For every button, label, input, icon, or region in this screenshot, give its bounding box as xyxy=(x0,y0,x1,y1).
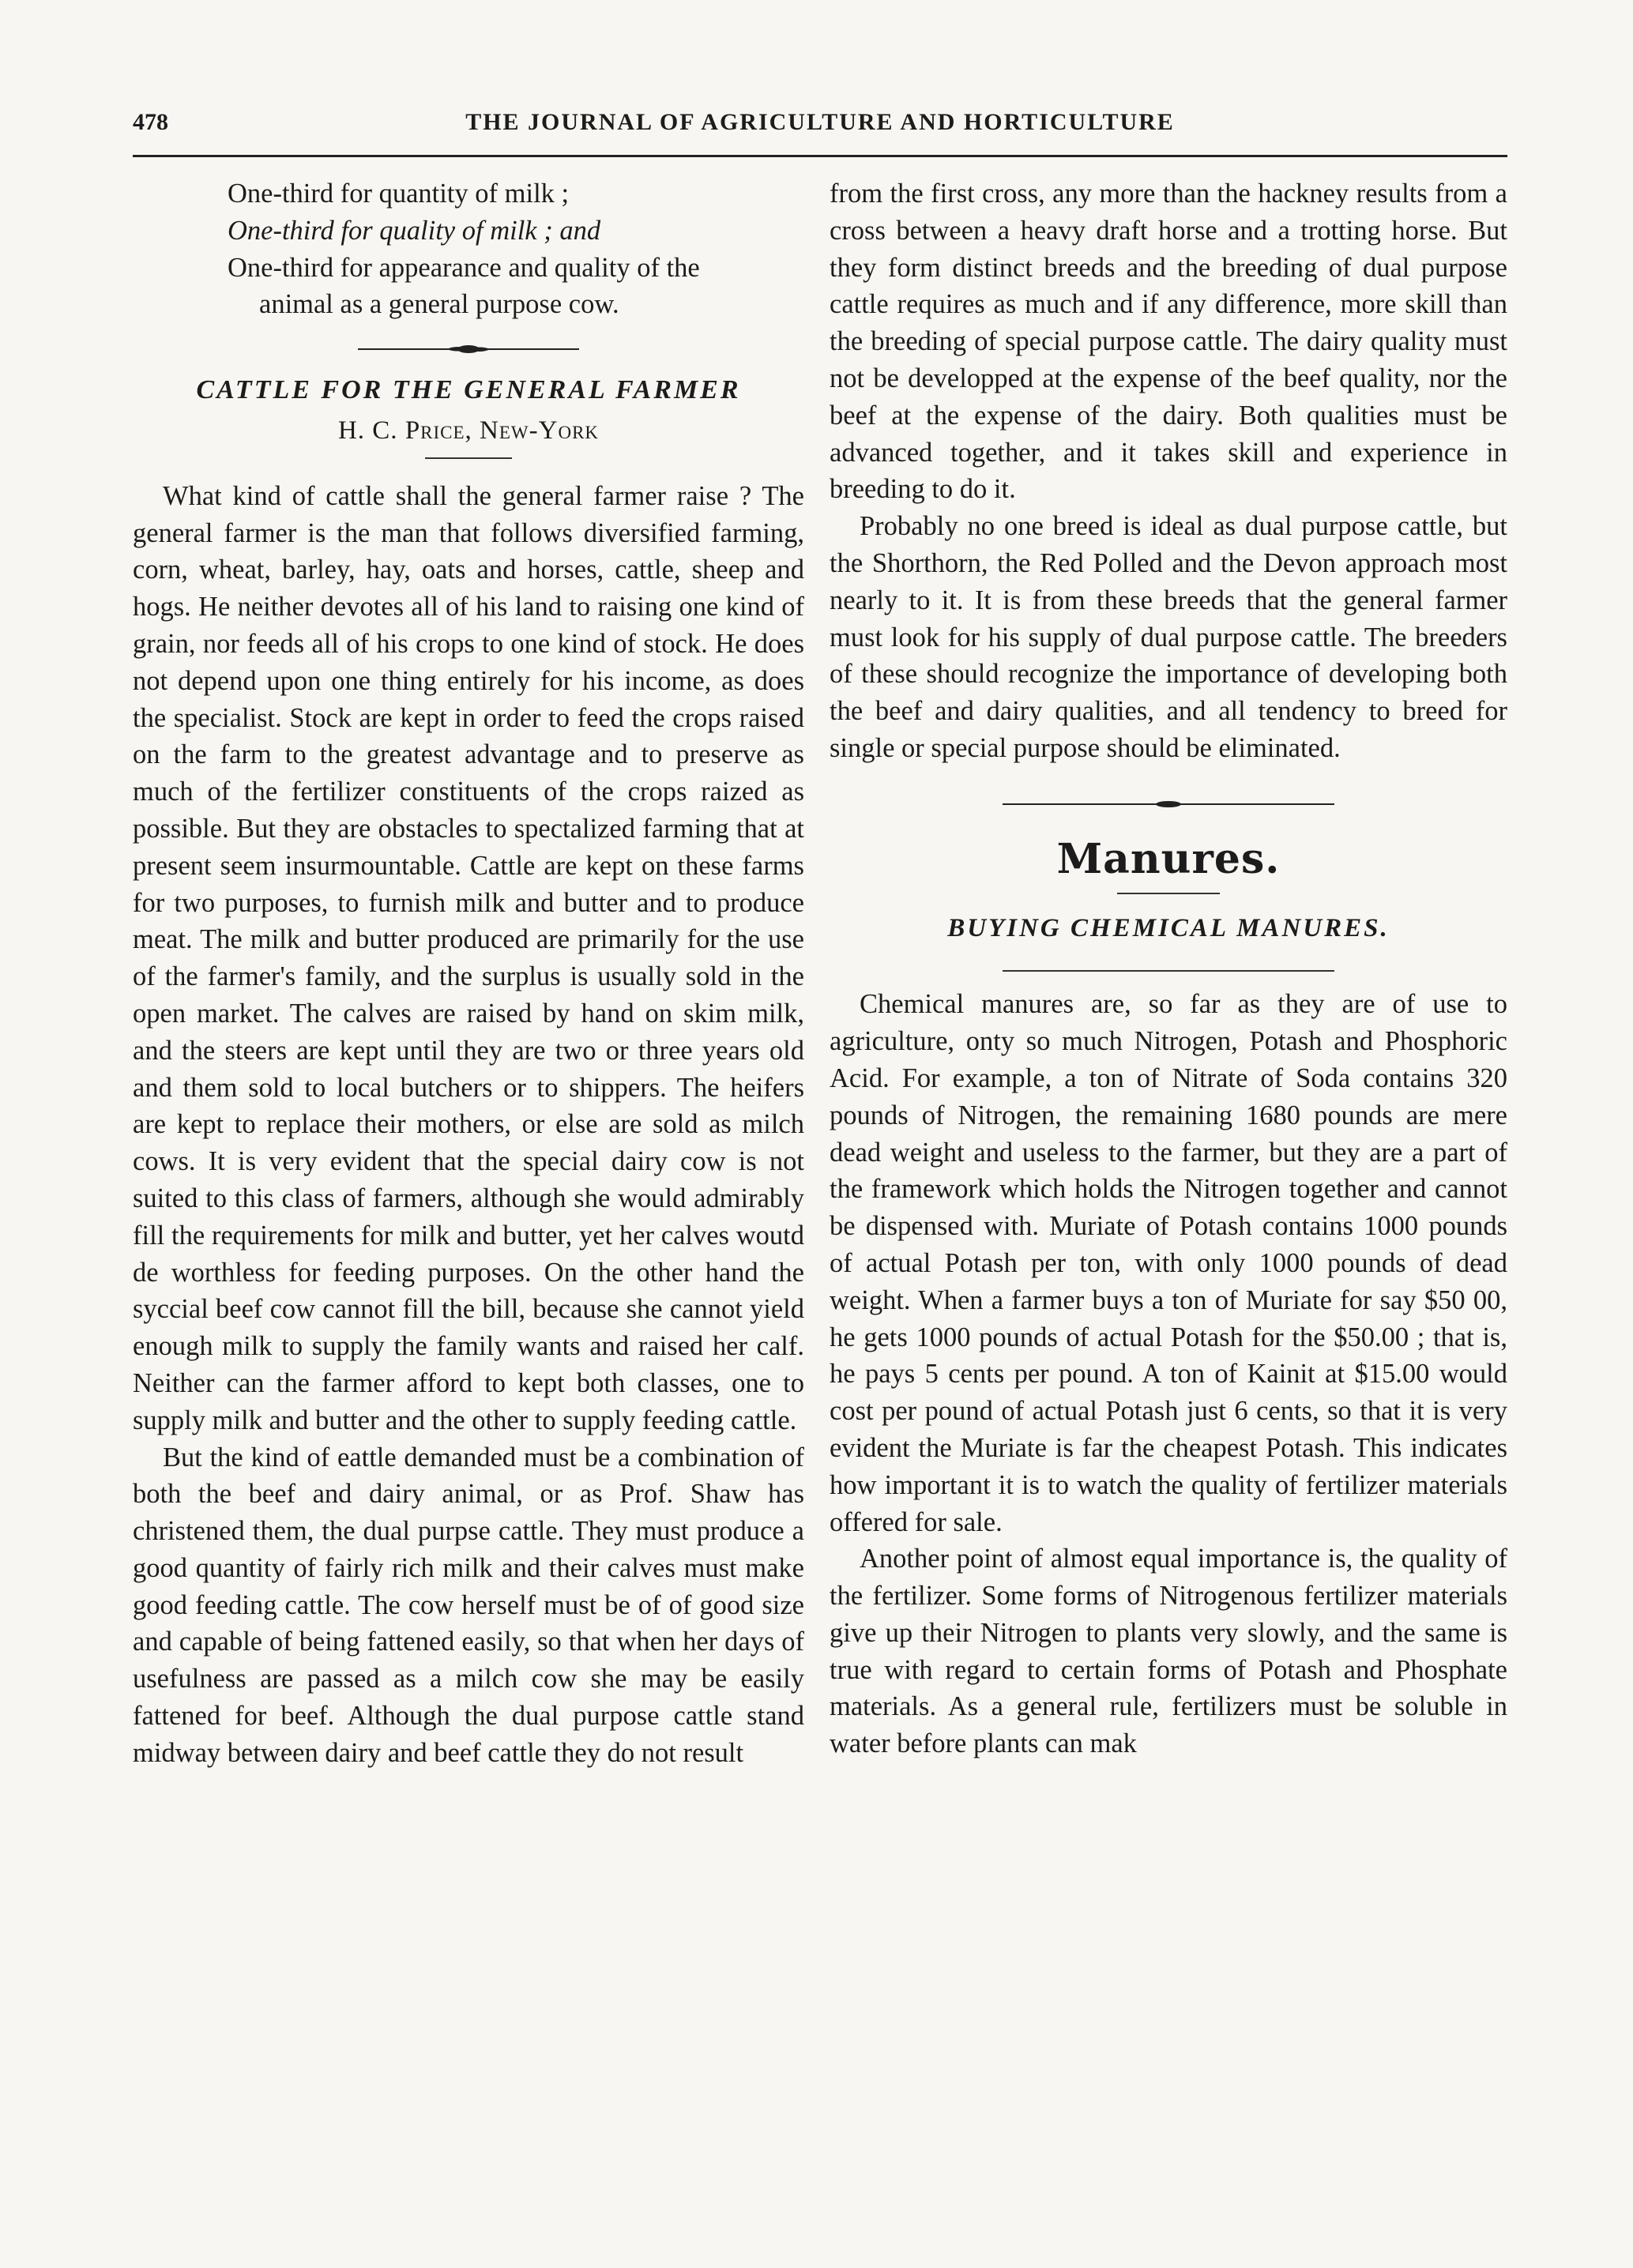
intro-list xyxy=(228,175,804,323)
article-title: BUYING CHEMICAL MANURES. xyxy=(947,913,1390,942)
left-column xyxy=(133,175,804,1772)
list-item: animal as a general purpose cow. xyxy=(259,289,619,320)
running-title: THE JOURNAL OF AGRICULTURE AND HORTICULTURE xyxy=(465,109,1175,135)
section-heading: Manures. xyxy=(1056,834,1281,883)
paragraph: But the kind of eattle demanded must be a combination of both the beef and dairy animal, or as Prof. Shaw has christened them, the dual purpse cattle. They must produce a good quantity of fairly rich milk and their calves must make good feeding cattle. The cow herself must be of of good size and capable of being fattened easily, so that when her days of usefulness are passed as a milch cow she may be easily fattened for beef. Although the dual purpose cattle stand midway between dairy and beef cattle they do not result xyxy=(133,1442,804,1768)
ornament-divider xyxy=(830,799,1507,810)
byline xyxy=(133,412,804,449)
byline-name: Price, New-York xyxy=(404,416,600,445)
right-column xyxy=(830,175,1507,1762)
list-item: One-third for quality of milk ; and xyxy=(228,215,601,246)
paragraph: Another point of almost equal importance is, the quality of the fertilizer. Some forms of Nitrogenous fertilizer materials give up their Nitrogen to plants very slowly, and the same is true with regard to certain forms of Potash and Phosphate materials. As a general rule, fertilizers must be soluble in water before plants can mak xyxy=(830,1544,1507,1759)
ornament-divider xyxy=(133,344,804,355)
list-item: One-third for appearance and quality of the xyxy=(228,252,700,283)
paragraph: Chemical manures are, so far as they are of use to agriculture, onty so much Nitrogen, Potash and Phosphoric Acid. For example, a ton of Nitrate of Soda contains 320 pounds of Nitrogen, the remaining 1680 pounds are mere dead weight and useless to the farmer, but they are a part of the framework which holds the Nitrogen together and cannot be dispensed with. Muriate of Potash contains 1000 pounds of actual Potash per ton, with only 1000 pounds of dead weight. When a farmer buys a ton of Muriate for say $50 00, he gets 1000 pounds of actual Potash for the $50.00 ; that is, he pays 5 cents per pound. A ton of Kainit at $15.00 would cost per pound of actual Potash just 6 cents, so that it is very evident the Muriate is far the cheapest Potash. This indicates how important it is to watch the quality of fertilizer materials offered for sale. xyxy=(830,989,1507,1537)
article-title: CATTLE FOR THE GENERAL FARMER xyxy=(196,375,741,405)
page-number: 478 xyxy=(133,109,168,135)
short-rule xyxy=(425,457,512,459)
long-rule xyxy=(1003,970,1334,972)
short-rule xyxy=(1117,893,1220,894)
paragraph: Probably no one breed is ideal as dual purpose cattle, but the Shorthorn, the Red Polled and the Devon approach most nearly to it. It is from these breeds that the general farmer must look for his supply of dual purpose cattle. The breeders of these should recognize the importance of developing both the beef and dairy qualities, and all tendency to breed for single or special purpose should be eliminated. xyxy=(830,511,1507,763)
byline-initials: H. C. xyxy=(337,416,405,445)
list-item: One-third for quantity of milk ; xyxy=(228,179,570,209)
paragraph: What kind of cattle shall the general farmer raise ? The general farmer is the man that follows diversified farming, corn, wheat, barley, hay, oats and horses, cattle, sheep and hogs. He neither devotes all of his land to raising one kind of grain, nor feeds all of his crops to one kind of stock. He does not depend upon one thing entirely for his income, as does the specialist. Stock are kept in order to feed the crops raised on the farm to the greatest advantage and to preserve as much of the fertilizer constituents of the crops raized as possible. But they are obstacles to spectalized farming that at present seem insurmountable. Cattle are kept on these farms for two purposes, to furnish milk and butter and to produce meat. The milk and butter produced are primarily for the use of the farmer's family, and the surplus is usually sold in the open market. The calves are raised by hand on skim milk, and the steers are kept until they are two or three years old and them sold to local butchers or to shippers. The heifers are kept to replace their mothers, or else are sold as milch cows. It is very evident that the special dairy cow is not suited to this class of farmers, although she would admirably fill the requirements for milk and butter, yet her calves woutd de worthless for feeding purposes. On the other hand the syccial beef cow cannot fill the bill, because she cannot yield enough milk to supply the family wants and raised her calf. Neither can the farmer afford to kept both classes, one to supply milk and butter and the other to supply feeding cattle. xyxy=(133,480,804,1435)
paragraph: from the first cross, any more than the hackney results from a cross between a heavy draft horse and a trotting horse. But they form distinct breeds and the breeding of dual purpose cattle requires as much and if any difference, more skill than the breeding of special purpose cattle. The dairy quality must not be developped at the expense of the beef quality, nor the beef at the expense of the dairy. Both qualities must be advanced together, and it takes skill and experience in breeding to do it. xyxy=(830,179,1507,505)
running-header xyxy=(133,109,1507,149)
header-rule xyxy=(133,155,1507,157)
